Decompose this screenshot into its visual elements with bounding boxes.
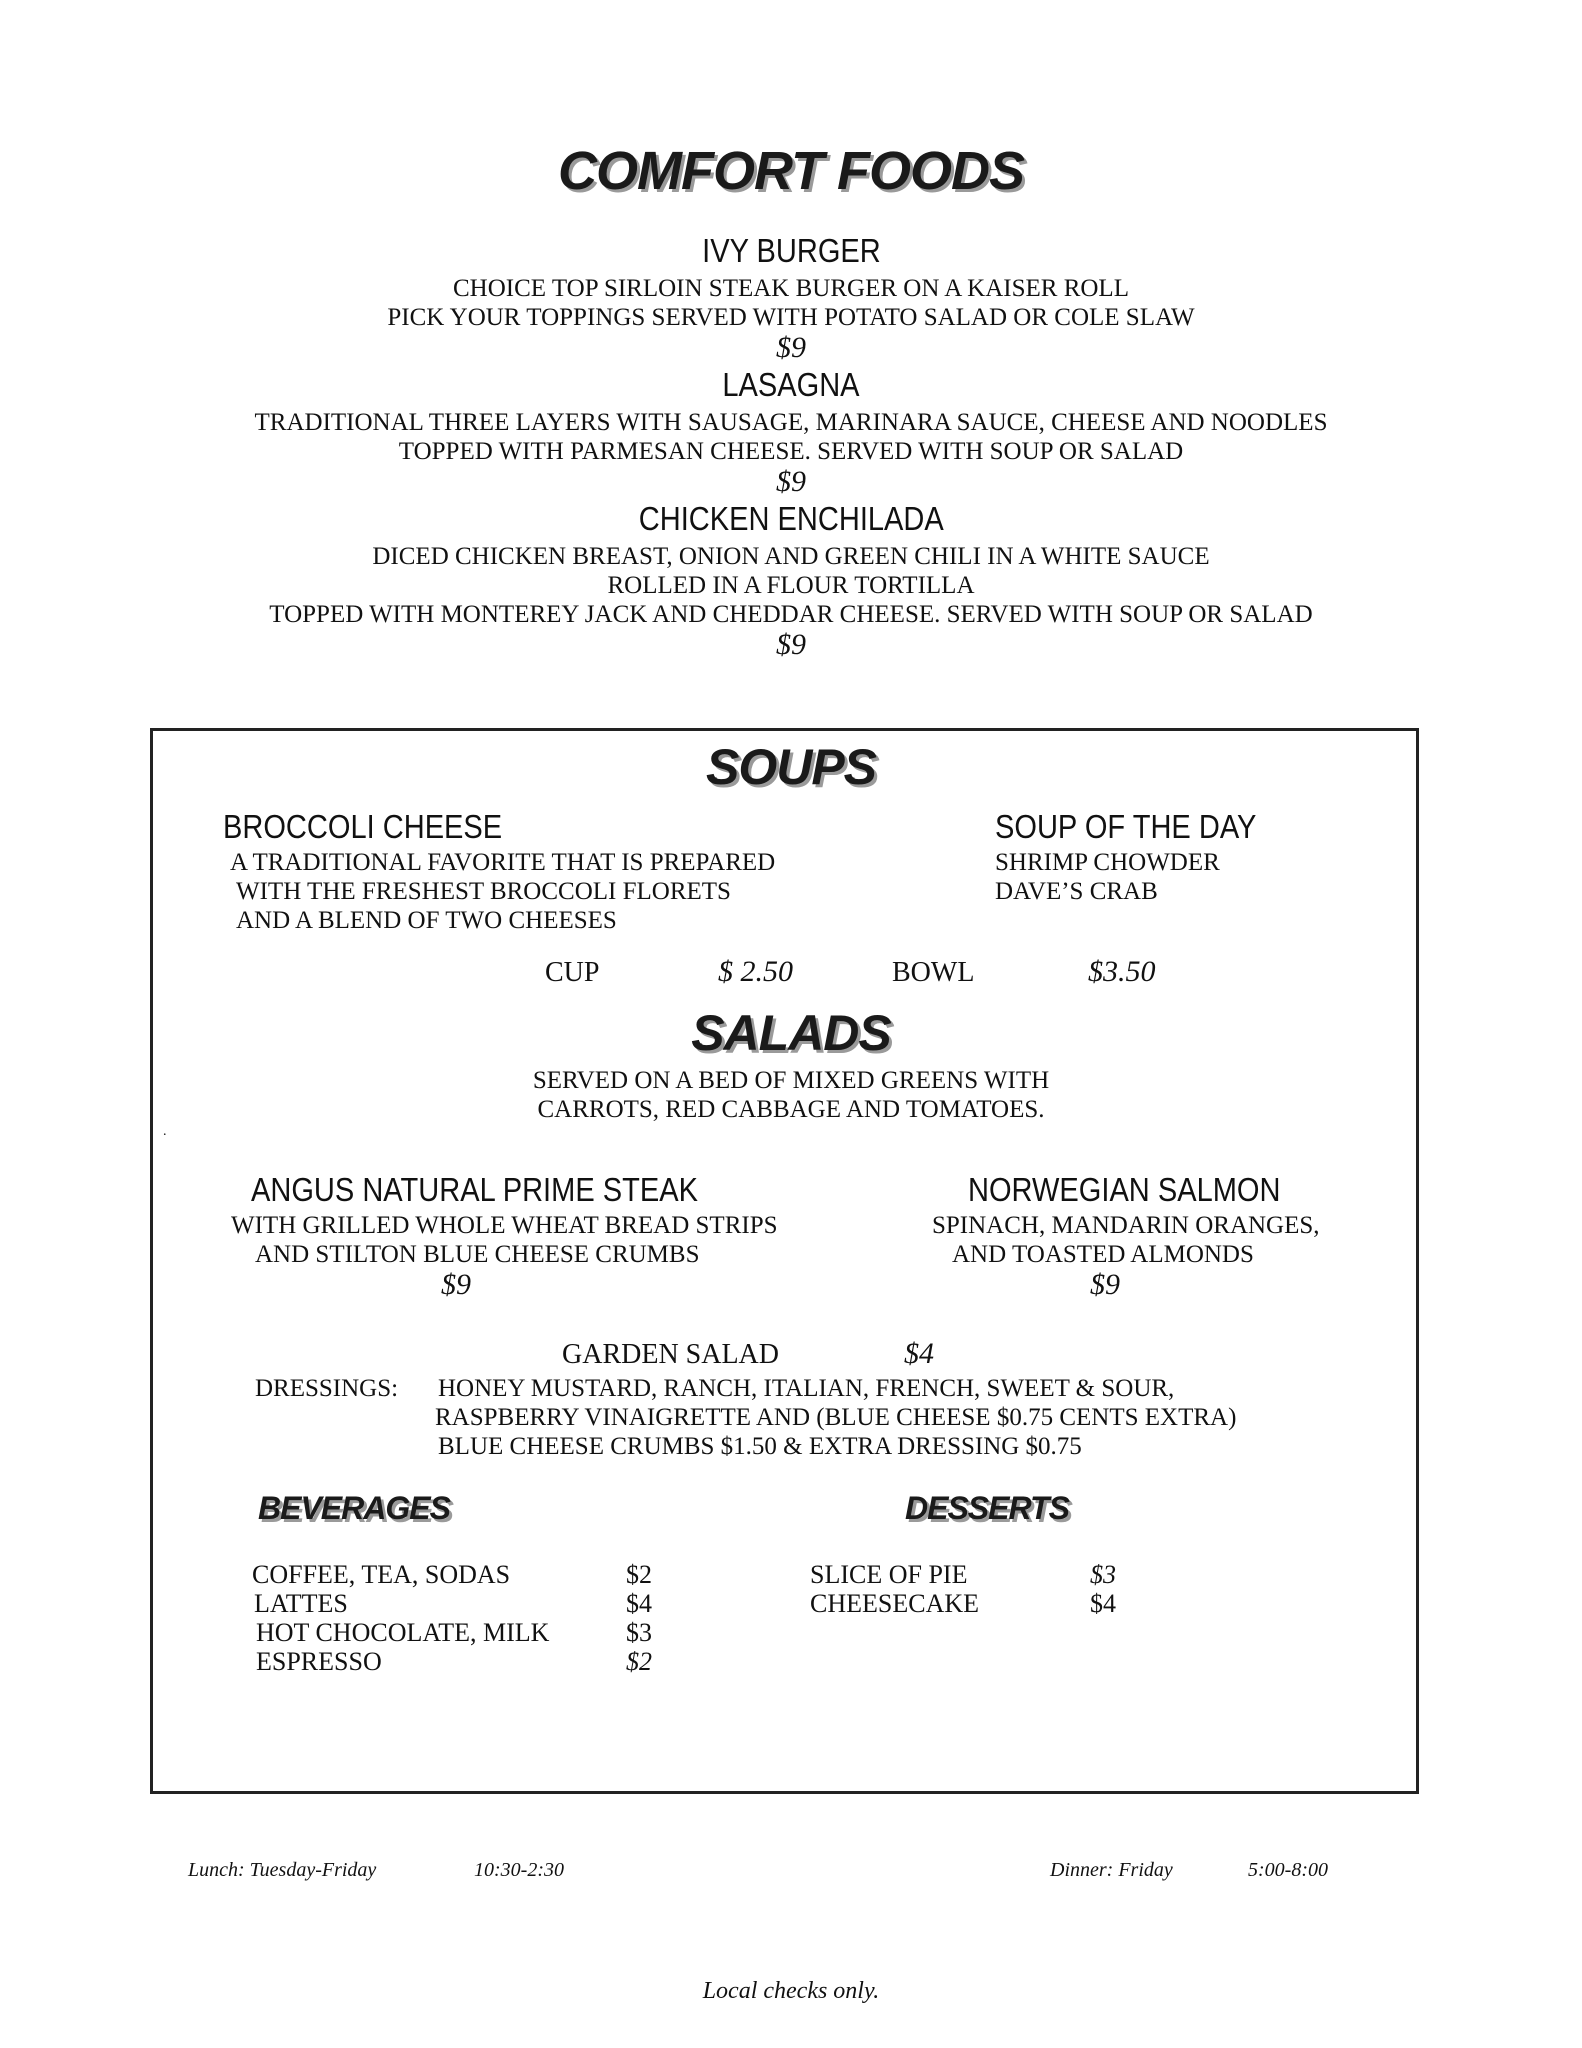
angus-price: $9 <box>441 1268 471 1301</box>
dressings-label: DRESSINGS: <box>255 1375 399 1402</box>
broccoli-line-1: A TRADITIONAL FAVORITE THAT IS PREPARED <box>230 849 776 876</box>
garden-salad-label: GARDEN SALAD <box>562 1339 779 1370</box>
angus-title: ANGUS NATURAL PRIME STEAK <box>251 1171 698 1208</box>
ivy-burger-line-1: CHOICE TOP SIRLOIN STEAK BURGER ON A KAISER ROLL <box>453 275 1129 302</box>
salmon-line-2: AND TOASTED ALMONDS <box>952 1241 1254 1268</box>
angus-line-1: WITH GRILLED WHOLE WHEAT BREAD STRIPS <box>231 1212 778 1239</box>
soups-heading: SOUPS <box>705 739 877 795</box>
soup-of-day-line-1: SHRIMP CHOWDER <box>995 849 1220 876</box>
ivy-burger-line-2: PICK YOUR TOPPINGS SERVED WITH POTATO SALAD OR COLE SLAW <box>387 304 1195 331</box>
dressings-line-3: BLUE CHEESE CRUMBS $1.50 & EXTRA DRESSING $0.75 <box>438 1433 1082 1460</box>
garden-salad-price: $4 <box>904 1337 934 1370</box>
dressings-line-2: RASPBERRY VINAIGRETTE AND (BLUE CHEESE $0.75 CENTS EXTRA) <box>435 1404 1237 1431</box>
dessert-name: SLICE OF PIE <box>810 1560 968 1589</box>
dinner-label: Dinner: Friday <box>1050 1859 1173 1881</box>
beverages-heading: BEVERAGES <box>258 1490 450 1526</box>
stray-dot: . <box>163 1124 167 1139</box>
lasagna-price: $9 <box>776 465 806 498</box>
beverage-price: $4 <box>626 1589 652 1618</box>
soup-of-day-line-2: DAVE’S CRAB <box>995 878 1158 905</box>
enchilada-line-2: ROLLED IN A FLOUR TORTILLA <box>607 572 975 599</box>
lasagna-title: LASAGNA <box>722 366 860 403</box>
dessert-name: CHEESECAKE <box>810 1589 979 1618</box>
desserts-heading: DESSERTS <box>905 1490 1069 1526</box>
salads-heading: SALADS <box>691 1005 891 1061</box>
beverage-price: $3 <box>626 1618 652 1647</box>
dinner-time: 5:00-8:00 <box>1248 1859 1328 1881</box>
enchilada-line-1: DICED CHICKEN BREAST, ONION AND GREEN CHILI IN A WHITE SAUCE <box>372 543 1210 570</box>
soup-of-day-title: SOUP OF THE DAY <box>995 808 1257 845</box>
bowl-price: $3.50 <box>1088 955 1156 988</box>
cup-price: $ 2.50 <box>718 955 793 988</box>
broccoli-title: BROCCOLI CHEESE <box>223 808 503 845</box>
angus-line-2: AND STILTON BLUE CHEESE CRUMBS <box>255 1241 700 1268</box>
lasagna-line-2: TOPPED WITH PARMESAN CHEESE. SERVED WITH SOUP OR SALAD <box>398 438 1184 465</box>
lasagna-line-1: TRADITIONAL THREE LAYERS WITH SAUSAGE, MARINARA SAUCE, CHEESE AND NOODLES <box>254 409 1328 436</box>
ivy-burger-price: $9 <box>776 331 806 364</box>
dressings-line-1: HONEY MUSTARD, RANCH, ITALIAN, FRENCH, SWEET & SOUR, <box>438 1375 1175 1402</box>
lunch-time: 10:30-2:30 <box>474 1859 564 1881</box>
comfort-heading: COMFORT FOODS <box>558 141 1024 201</box>
cup-label: CUP <box>545 957 600 988</box>
enchilada-title: CHICKEN ENCHILADA <box>638 500 944 537</box>
beverage-price: $2 <box>626 1647 652 1676</box>
broccoli-line-2: WITH THE FRESHEST BROCCOLI FLORETS <box>236 878 731 905</box>
salmon-line-1: SPINACH, MANDARIN ORANGES, <box>932 1212 1320 1239</box>
beverage-name: ESPRESSO <box>256 1647 382 1676</box>
enchilada-line-3: TOPPED WITH MONTEREY JACK AND CHEDDAR CHEESE. SERVED WITH SOUP OR SALAD <box>269 601 1313 628</box>
salads-intro-1: SERVED ON A BED OF MIXED GREENS WITH <box>532 1067 1050 1094</box>
bowl-label: BOWL <box>892 957 975 988</box>
salmon-price: $9 <box>1090 1268 1120 1301</box>
salmon-title: NORWEGIAN SALMON <box>968 1171 1281 1208</box>
enchilada-price: $9 <box>776 628 806 661</box>
beverage-name: LATTES <box>254 1589 348 1618</box>
dessert-price: $3 <box>1090 1560 1116 1589</box>
lunch-label: Lunch: Tuesday-Friday <box>188 1859 377 1881</box>
local-checks-note: Local checks only. <box>702 1978 880 2004</box>
beverage-name: HOT CHOCOLATE, MILK <box>256 1618 550 1647</box>
ivy-burger-title: IVY BURGER <box>701 232 881 269</box>
beverage-name: COFFEE, TEA, SODAS <box>252 1560 511 1589</box>
beverage-price: $2 <box>626 1560 652 1589</box>
broccoli-line-3: AND A BLEND OF TWO CHEESES <box>236 907 617 934</box>
dessert-price: $4 <box>1090 1589 1116 1618</box>
salads-intro-2: CARROTS, RED CABBAGE AND TOMATOES. <box>537 1096 1045 1123</box>
